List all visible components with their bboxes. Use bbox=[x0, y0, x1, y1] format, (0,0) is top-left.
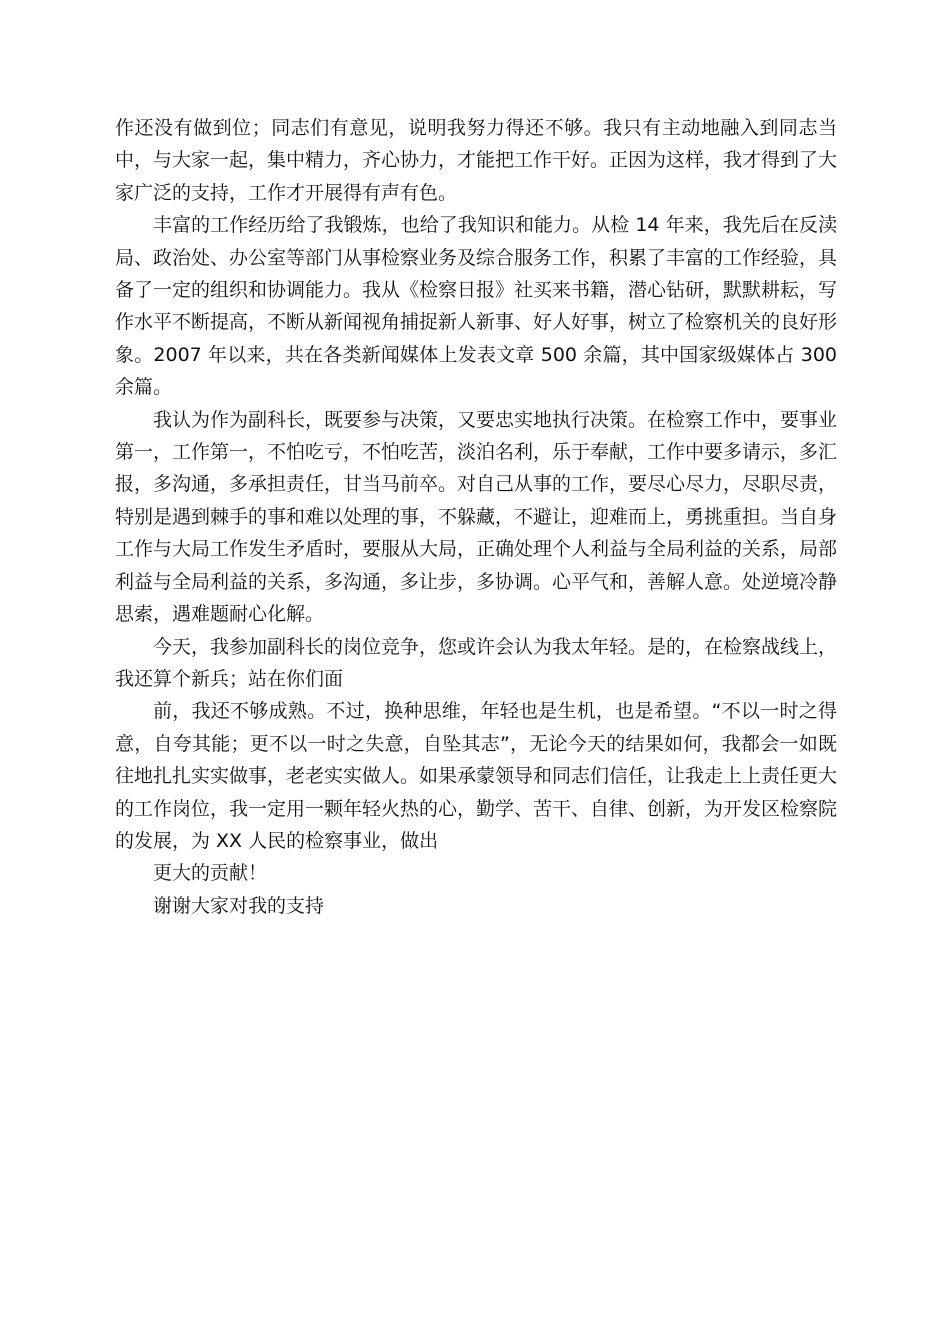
paragraph-7: 谢谢大家对我的支持 bbox=[153, 894, 325, 917]
paragraph-5: 前，我还不够成熟。不过，换种思维，年轻也是生机，也是希望。“不以一时之得意，自夸其能；更不以一时之失意，自坠其志”，无论今天的结果如何，我都会一如既往地扎扎实实做事，老老实实做人。如果承蒙领导和同志们信任，让我走上上责任更大的工作岗位，我一定用一颗年轻火热的心，勤学、苦干、自律、创新，为开发区检察院的发展，为 XX 人民的检察事业，做出 bbox=[115, 700, 838, 852]
document-body bbox=[115, 112, 837, 922]
paragraph-6: 更大的贡献！ bbox=[153, 862, 268, 885]
paragraph-1: 作还没有做到位；同志们有意见，说明我努力得还不够。我只有主动地融入到同志当中，与大家一起，集中精力，齐心协力，才能把工作干好。正因为这样，我才得到了大家广泛的支持，工作才开展得有声有色。 bbox=[115, 117, 838, 204]
paragraph-2: 丰富的工作经历给了我锻炼，也给了我知识和能力。从检 14 年来，我先后在反渎局、政治处、办公室等部门从事检察业务及综合服务工作，积累了丰富的工作经验，具备了一定的组织和协调能力。我从《检察日报》社买来书籍，潜心钻研，默默耕耘，写作水平不断提高，不断从新闻视角捕捉新人新事、好人好事，树立了检察机关的良好形象。2007 年以来，共在各类新闻媒体上发表文章 500 余篇，其中国家级媒体占 300 余篇。 bbox=[115, 214, 838, 399]
paragraph-4: 今天，我参加副科长的岗位竞争，您或许会认为我太年轻。是的，在检察战线上，我还算个新兵；站在你们面 bbox=[115, 635, 838, 690]
paragraph-3: 我认为作为副科长，既要参与决策，又要忠实地执行决策。在检察工作中，要事业第一，工作第一，不怕吃亏，不怕吃苦，淡泊名利，乐于奉献，工作中要多请示，多汇报，多沟通，多承担责任，甘当马前卒。对自己从事的工作，要尽心尽力，尽职尽责，特别是遇到棘手的事和难以处理的事，不躲藏，不避让，迎难而上，勇挑重担。当自身工作与大局工作发生矛盾时，要服从大局，正确处理个人利益与全局利益的关系，局部利益与全局利益的关系，多沟通，多让步，多协调。心平气和，善解人意。处逆境冷静思索，遇难题耐心化解。 bbox=[115, 408, 838, 626]
